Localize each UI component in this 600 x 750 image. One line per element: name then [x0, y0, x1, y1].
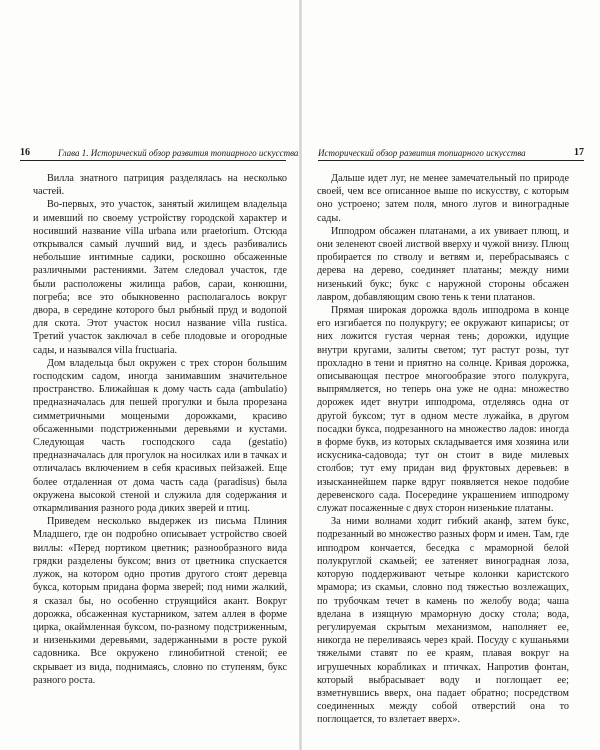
paragraph: Во-первых, это участок, занятый жилищем владельца и имевший по своему устройству городской характер и носивший название villa urbana или praetorium. Отсюда открывался самый лучший вид, и здесь разбивались небольшие интимные садики, роскошно обсаженные различными растениями. Затем следовал участок, где были расположены жилища рабов, сараи, конюшни, погреба; все это обыкновенно располагалось вокруг двора, в середине которого был рыбный пруд и водопой для скота. Этот участок носил название villa rustica. Третий участок заключал в себе плодовые и огородные сады, и назывался villa fructuaria. — [33, 199, 287, 356]
left-page — [0, 0, 299, 750]
right-page-number: 17 — [574, 147, 584, 158]
paragraph: Дом владельца был окружен с трех сторон большим господским садом, иногда занимавшим значительное пространство. Ближайшая к дому часть сада (ambulatio) предназначалась для пешей прогулки и была прорезана симметричными мощеными дорожками, красиво обсаженными подстриженными деревьями и кустами. Следующая часть господского сада (gestatio) предназначалась для прогулок на носилках или в тачках и отличалась включением в себя красивых пейзажей. Еще более отдаленная от дома часть сада (paradisus) была окружена высокой стеной и служила для содержания и откармливания разного рода диких зверей и птиц. — [33, 357, 287, 515]
paragraph: Прямая широкая дорожка вдоль ипподрома в конце его изгибается по полукругу; ее окружают кипарисы; от них ложится густая черная тень; дорожки, идущие внутри кругами, залиты светом; тут растут розы, тут прохладно в тени и приятно на солнце. Кривая дорожка, описывающая пестрое многообразие этого полукруга, выпрямляется, но теперь она уже не одна: множество дорожек идет внутри ипподрома, отделяясь одна от другой буксом; тут в одном месте лужайка, в другом посадки букса, подрезанного на множество ладов: иногда в форме букв, из которых складывается имя хозяина или искусника-садовода; тут он стоит в виде милевых столбов; тут ему придан вид фруктовых деревьев: в изысканнейшем парке вдруг появляется некое подобие деревенского сада. Посередине украшением ипподрому служат посаженные с двух сторон низенькие платаны. — [317, 305, 569, 515]
paragraph: Приведем несколько выдержек из письма Плиния Младшего, где он подробно описывает устройство своей виллы: «Перед портиком цветник; разнообразного вида грядки разделены буксом; вниз от цветника спускается лужок, на котором одно против другого стоят деревца букса, которым придана форма зверей; под ними жалкий, я сказал бы, но особенно струящийся акант. Вокруг дорожка, обсаженная кустарником, затем аллея в форме цирка, окаймленная буксом, по-разному подстриженным, и низенькими деревьями, задержанными в росте рукой садовника. Все окружено глинобитной стеной; ее скрывает из вида, поднимаясь, словно по ступеням, букс разного роста. — [33, 516, 287, 686]
paragraph: Ипподром обсажен платанами, а их увивает плющ, и они зеленеют своей листвой вверху и чужой внизу. Плющ пробирается по стволу и ветвям и, перебрасываясь с дерева на дерево, соединяет платаны; между ними низенький букс; букс с наружной стороны обсажен лавром, добавляющим свою тень к тени платанов. — [317, 225, 569, 303]
right-body-text — [317, 172, 569, 727]
paragraph: Вилла знатного патриция разделялась на несколько частей. — [33, 173, 287, 198]
left-running-head-title: Глава 1. Исторический обзор развития топиарного искусства — [58, 148, 299, 158]
left-running-header — [20, 146, 299, 161]
right-running-header — [318, 146, 584, 161]
paragraph: Дальше идет луг, не менее замечательный по природе своей, чем все описанное выше по искусству, с которым оно устроено; затем поля, много лугов и виноградные сады. — [317, 173, 569, 224]
right-page — [302, 0, 600, 750]
left-page-number: 16 — [20, 147, 30, 158]
paragraph: За ними волнами ходит гибкий аканф, затем букс, подрезанный во множество разных форм и имен. Там, где ипподром кончается, беседка с мраморной белой полукруглой скамьей; ее затеняет виноградная лоза, которую поддерживают четыре колонки каристского мрамора; из скамьи, словно под тяжестью возлежащих, по трубочкам течет в камень по желобу вода; чаша вделана в изящную мраморную доску стола; вода, регулируемая скрытым механизмом, наполняет ее, никогда не переливаясь через край. Посуду с кушаньями тяжелыми ставят по ее краям, плавая вокруг на игрушечных корабликах и птичках. Напротив фонтан, который выбрасывает воду и поглощает ее; взметнувшись вверх, она падает обратно; посредством соединенных между собой отверстий она то поглощается, то взлетает вверх». — [317, 516, 569, 726]
left-body-text — [33, 172, 287, 687]
right-running-head-title: Исторический обзор развития топиарного искусства — [318, 148, 526, 158]
